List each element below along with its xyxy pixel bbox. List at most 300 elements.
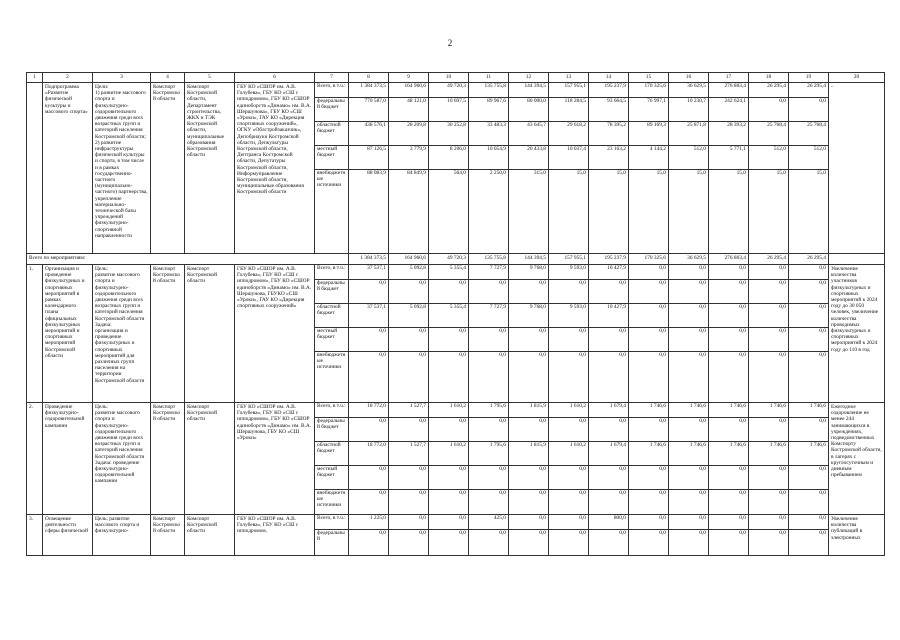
funding-value: 49 720,3 bbox=[429, 83, 468, 98]
year-column bbox=[749, 403, 789, 515]
funding-source: внебюджетные источники bbox=[317, 352, 346, 371]
co-executors: Комспорт Костромской области bbox=[185, 265, 235, 403]
year-values-stack bbox=[629, 515, 668, 555]
funding-value: 25 768,4 bbox=[749, 122, 788, 146]
funding-sources-stack bbox=[315, 83, 348, 253]
year-column bbox=[509, 265, 549, 403]
funding-value: 15,0 bbox=[656, 170, 666, 176]
funding-value: 10 054,9 bbox=[469, 146, 508, 170]
funding-value: 7 727,9 bbox=[469, 304, 508, 328]
year-column bbox=[789, 265, 829, 403]
funding-value: 0,0 bbox=[819, 352, 826, 358]
funding-value: 0,0 bbox=[549, 280, 588, 304]
funding-value: 0,0 bbox=[629, 418, 668, 442]
total-value: 49 720,3 bbox=[429, 254, 469, 265]
year-values-stack bbox=[469, 83, 508, 253]
year-values-stack bbox=[429, 265, 468, 402]
year-values-stack bbox=[389, 515, 428, 555]
responsible-executor: Комспорт Костромской области bbox=[151, 265, 185, 403]
funding-value: 0,0 bbox=[789, 265, 828, 280]
row-number bbox=[27, 83, 43, 254]
funding-value: 1 815,9 bbox=[509, 442, 548, 466]
year-column bbox=[389, 515, 429, 556]
funding-value: 0,0 bbox=[429, 280, 468, 304]
funding-value: 1 746,6 bbox=[669, 403, 708, 418]
col-header: 4 bbox=[151, 73, 185, 83]
funding-value: 0,0 bbox=[469, 280, 508, 304]
expected-result: - bbox=[829, 83, 885, 254]
col-header: 20 bbox=[829, 73, 885, 83]
funding-source: федеральный бюджет bbox=[315, 418, 348, 442]
funding-value: 1 610,2 bbox=[429, 403, 468, 418]
funding-value: 10 427,9 bbox=[589, 304, 628, 328]
year-column bbox=[629, 403, 669, 515]
year-column bbox=[469, 515, 509, 556]
funding-value: 0,0 bbox=[619, 490, 626, 496]
funding-value: 157 955,1 bbox=[549, 83, 588, 98]
funding-value: 0,0 bbox=[629, 265, 668, 280]
funding-sources bbox=[315, 83, 349, 254]
total-value: 26 295,4 bbox=[749, 254, 789, 265]
funding-source: федеральный bbox=[317, 530, 345, 543]
funding-value: 0,0 bbox=[349, 466, 388, 490]
funding-value: 0,0 bbox=[389, 280, 428, 304]
goal-text: Цели: 1) развитие массового спорта и физкультурно-оздоровительного движения среди всех возрастных групп и категорий населения Костромской области; 2) развитие инфраструктуры физической культуры и спорта, в том числе и в рамках государственно-частного (муниципально-частного) партнерства, укрепление материально-технической базы учреждений физкультурно-спортивной направленности bbox=[93, 83, 151, 254]
year-values-stack bbox=[509, 515, 548, 555]
total-value: 164 960,6 bbox=[389, 254, 429, 265]
participants: ГБУ КО «СШОР им. А.В. Голубева», ГБУ КО «СШ с ипподромом, bbox=[235, 515, 315, 556]
funding-sources-stack bbox=[315, 265, 348, 402]
funding-value: 0,0 bbox=[669, 280, 708, 304]
col-header: 8 bbox=[349, 73, 389, 83]
col-header: 11 bbox=[469, 73, 509, 83]
funding-value: 1 746,6 bbox=[749, 403, 788, 418]
funding-value: 0,0 bbox=[749, 280, 788, 304]
funding-value: 144 394,5 bbox=[509, 83, 548, 98]
funding-value: 0,0 bbox=[749, 515, 788, 530]
funding-value: 0,0 bbox=[389, 515, 428, 530]
year-column bbox=[549, 83, 589, 254]
funding-value: 0,0 bbox=[789, 98, 828, 122]
funding-value: 76 997,1 bbox=[629, 98, 668, 122]
funding-value: 0,0 bbox=[629, 328, 668, 352]
funding-value: 0,0 bbox=[629, 515, 668, 530]
funding-value: 0,0 bbox=[739, 352, 746, 358]
funding-source: областной бюджет bbox=[315, 122, 348, 146]
year-column bbox=[429, 515, 469, 556]
funding-value: 1 746,6 bbox=[669, 442, 708, 466]
year-values-stack bbox=[669, 515, 708, 555]
year-column bbox=[749, 515, 789, 556]
year-column bbox=[669, 83, 709, 254]
funding-value: 512,0 bbox=[789, 146, 828, 170]
col-header: 16 bbox=[669, 73, 709, 83]
funding-value: 0,0 bbox=[709, 265, 748, 280]
year-column bbox=[589, 83, 629, 254]
year-values-stack bbox=[709, 403, 748, 514]
year-values-stack bbox=[789, 83, 828, 253]
total-value: 135 755,8 bbox=[469, 254, 509, 265]
funding-value: 0,0 bbox=[509, 515, 548, 530]
funding-value: 18 772,0 bbox=[349, 442, 388, 466]
funding-value: 5 355,4 bbox=[429, 304, 468, 328]
year-values-stack bbox=[349, 403, 388, 514]
year-column bbox=[469, 265, 509, 403]
funding-source: внебюджетные источники bbox=[317, 490, 346, 509]
funding-value: 15,0 bbox=[776, 170, 786, 176]
funding-value: 0,0 bbox=[539, 490, 546, 496]
funding-value: 9 768,0 bbox=[509, 304, 548, 328]
year-column bbox=[509, 403, 549, 515]
funding-value: 3 779,9 bbox=[389, 146, 428, 170]
funding-value: 1 679,4 bbox=[589, 442, 628, 466]
funding-value: 1 746,6 bbox=[789, 442, 828, 466]
funding-value: 0,0 bbox=[589, 280, 628, 304]
measure-name: Подпрограмма «Развитие физической культуры и массового спорта» bbox=[43, 83, 93, 254]
page-number: 2 bbox=[447, 38, 453, 48]
funding-sources bbox=[315, 403, 349, 515]
funding-value: 1 610,2 bbox=[549, 442, 588, 466]
total-value: 36 629,5 bbox=[669, 254, 709, 265]
col-header: 6 bbox=[235, 73, 315, 83]
goal-text: Цель: развитие массового спорта и физкультурно-оздоровительного движения среди всех возрастных групп и категорий населения Костромской области Задача: проведение физкультурно-оздоровительной кампании bbox=[93, 403, 151, 515]
measure-name: Освещение деятельности сферы физической bbox=[43, 515, 93, 556]
funding-source: Всего, в т.ч.: bbox=[315, 515, 348, 530]
col-header: 5 bbox=[185, 73, 235, 83]
funding-value: 5 092,8 bbox=[389, 304, 428, 328]
year-column bbox=[669, 265, 709, 403]
funding-value: 43 645,7 bbox=[509, 122, 548, 146]
funding-value: 0,0 bbox=[789, 304, 828, 328]
year-values-stack bbox=[629, 83, 668, 253]
year-column bbox=[549, 515, 589, 556]
funding-value: 0,0 bbox=[619, 530, 626, 536]
year-column bbox=[629, 265, 669, 403]
funding-value: 0,0 bbox=[749, 265, 788, 280]
goal-text: Цель: развитие массового спорта и физкультурно- bbox=[93, 515, 151, 556]
funding-value: 26 295,4 bbox=[749, 83, 788, 98]
year-values-stack bbox=[749, 265, 788, 402]
year-column bbox=[389, 403, 429, 515]
funding-value: 0,0 bbox=[709, 280, 748, 304]
funding-value: 0,0 bbox=[419, 530, 426, 536]
funding-value: 1 610,2 bbox=[549, 403, 588, 418]
funding-source: областной бюджет bbox=[315, 304, 348, 328]
funding-value: 0,0 bbox=[589, 328, 628, 352]
year-values-stack bbox=[469, 265, 508, 402]
funding-value: 0,0 bbox=[579, 530, 586, 536]
funding-value: 0,0 bbox=[419, 490, 426, 496]
funding-value: 26 295,4 bbox=[789, 83, 828, 98]
funding-value: 0,0 bbox=[539, 352, 546, 358]
funding-value: 0,0 bbox=[779, 530, 786, 536]
funding-value: 0,0 bbox=[549, 466, 588, 490]
total-label: Всего по мероприятиям: bbox=[27, 254, 349, 265]
year-values-stack bbox=[789, 515, 828, 555]
year-column bbox=[589, 265, 629, 403]
year-values-stack bbox=[669, 265, 708, 402]
expected-result: Увеличение количества участников физкультурных и спортивных мероприятий к 2024 году до 30 050 человек, увеличение количества проводимых физкультурных и спортивных мероприятий к 2024 году до 110 в год bbox=[829, 265, 885, 403]
funding-value: 15,0 bbox=[816, 170, 826, 176]
col-header: 17 bbox=[709, 73, 749, 83]
funding-value: 29 618,2 bbox=[549, 122, 588, 146]
participants: ГБУ КО «СШОР им. А.В. Голубева», ГБУ КО «СШ с ипподромом», ГБУ КО «СШОР единоборств «Динамо» им. В.А. Шершунова, ГБУКО «СШ «Уроки», ГАУ КО «Дирекция спортивных сооружений» bbox=[235, 265, 315, 403]
year-column bbox=[389, 83, 429, 254]
funding-value: 5 771,1 bbox=[709, 146, 748, 170]
expected-result: Увеличение количества публикаций в электронных bbox=[829, 515, 885, 556]
funding-value: 0,0 bbox=[739, 490, 746, 496]
co-executors: Комспорт Костромской области, Департамент строительства, ЖКХ и ТЭК Костромской области, муниципальные образования Костромской области bbox=[185, 83, 235, 254]
funding-value: 0,0 bbox=[589, 418, 628, 442]
funding-value: 37 537,1 bbox=[349, 304, 388, 328]
funding-source: федеральный бюджет bbox=[315, 280, 348, 304]
funding-value: 4 144,2 bbox=[629, 146, 668, 170]
funding-value: 0,0 bbox=[749, 328, 788, 352]
year-values-stack bbox=[389, 83, 428, 253]
year-column bbox=[509, 515, 549, 556]
table-row bbox=[27, 265, 885, 403]
year-values-stack bbox=[789, 265, 828, 402]
year-values-stack bbox=[789, 403, 828, 514]
funding-value: 0,0 bbox=[659, 530, 666, 536]
funding-value: 118 284,5 bbox=[549, 98, 588, 122]
year-values-stack bbox=[589, 265, 628, 402]
funding-source: областной бюджет bbox=[315, 442, 348, 466]
row-number: 1. bbox=[27, 265, 43, 403]
funding-value: 512,0 bbox=[669, 146, 708, 170]
funding-value: 170 325,6 bbox=[629, 83, 668, 98]
year-column bbox=[709, 265, 749, 403]
total-value: 276 803,4 bbox=[709, 254, 749, 265]
year-values-stack bbox=[669, 83, 708, 253]
year-column bbox=[789, 403, 829, 515]
funding-value: 0,0 bbox=[709, 466, 748, 490]
funding-value: 30 252,8 bbox=[429, 122, 468, 146]
funding-value: 0,0 bbox=[579, 490, 586, 496]
row-number: 2. bbox=[27, 403, 43, 515]
funding-value: 564,0 bbox=[453, 170, 466, 176]
funding-value: 0,0 bbox=[659, 352, 666, 358]
funding-value: 1 795,6 bbox=[469, 442, 508, 466]
year-column bbox=[549, 265, 589, 403]
funding-value: 5 355,4 bbox=[429, 265, 468, 280]
funding-source: Всего, в т.ч.: bbox=[315, 83, 348, 98]
funding-source: федеральный бюджет bbox=[315, 98, 348, 122]
funding-value: 0,0 bbox=[709, 515, 748, 530]
funding-value: 438 576,1 bbox=[349, 122, 388, 146]
funding-value: 800,0 bbox=[589, 515, 628, 530]
table-row bbox=[27, 515, 885, 556]
total-value: 1 384 373,5 bbox=[349, 254, 389, 265]
result-cell bbox=[829, 254, 885, 265]
goal-text: Цель: развитие массового спорта и физкультурно-оздоровительного движения среди всех возрастных групп и категорий населения Костромской области Задача: организация и проведение физкультурных и спортивных мероприятий для различных групп населения на территории Костромской области bbox=[93, 265, 151, 403]
year-column bbox=[389, 265, 429, 403]
funding-value: 0,0 bbox=[709, 304, 748, 328]
funding-value: 15,0 bbox=[696, 170, 706, 176]
funding-value: 0,0 bbox=[379, 530, 386, 536]
year-values-stack bbox=[429, 403, 468, 514]
funding-value: 0,0 bbox=[629, 280, 668, 304]
funding-value: 0,0 bbox=[699, 490, 706, 496]
funding-value: 0,0 bbox=[429, 515, 468, 530]
funding-value: 9 593,0 bbox=[549, 265, 588, 280]
year-column bbox=[589, 515, 629, 556]
funding-value: 0,0 bbox=[389, 328, 428, 352]
funding-value: 0,0 bbox=[469, 328, 508, 352]
funding-value: 0,0 bbox=[459, 490, 466, 496]
year-values-stack bbox=[349, 83, 388, 253]
funding-value: 276 803,4 bbox=[709, 83, 748, 98]
col-header: 14 bbox=[589, 73, 629, 83]
funding-value: 0,0 bbox=[459, 352, 466, 358]
table-row bbox=[27, 83, 885, 254]
funding-value: 15,0 bbox=[576, 170, 586, 176]
funding-value: 15,0 bbox=[616, 170, 626, 176]
participants: ГБУ КО «СШОР им. А.В. Голубева», ГБУ КО «СШ с ипподромом», ГБУ КО «СШОР единоборств «Динамо» им. В.А. Шершунова, ГБУ КО «СШ «Уроки» bbox=[235, 403, 315, 515]
funding-value: 78 395,2 bbox=[589, 122, 628, 146]
funding-value: 195 237,9 bbox=[589, 83, 628, 98]
funding-value: 0,0 bbox=[389, 466, 428, 490]
year-values-stack bbox=[549, 515, 588, 555]
funding-value: 0,0 bbox=[819, 490, 826, 496]
funding-source: Всего, в т.ч.: bbox=[315, 403, 348, 418]
funding-value: 33 483,3 bbox=[469, 122, 508, 146]
co-executors: Комспорт Костромской области bbox=[185, 403, 235, 515]
year-values-stack bbox=[349, 265, 388, 402]
funding-source: местный бюджет bbox=[315, 466, 348, 490]
year-column bbox=[549, 403, 589, 515]
year-column bbox=[469, 83, 509, 254]
funding-value: 1 527,7 bbox=[389, 442, 428, 466]
expected-result: Ежегодное оздоровление не менее 244 занимающихся в учреждениях, подведомственных Комспорту Костромской области, в лагерях с круглосуточным и дневным пребыванием bbox=[829, 403, 885, 515]
funding-value: 10 037,4 bbox=[549, 146, 588, 170]
funding-value: 1 795,6 bbox=[469, 403, 508, 418]
table-row bbox=[27, 254, 885, 265]
year-column bbox=[349, 83, 389, 254]
funding-value: 0,0 bbox=[789, 418, 828, 442]
year-values-stack bbox=[349, 515, 388, 555]
funding-value: 0,0 bbox=[499, 490, 506, 496]
funding-value: 0,0 bbox=[509, 418, 548, 442]
funding-value: 1 815,9 bbox=[509, 403, 548, 418]
year-column bbox=[749, 83, 789, 254]
funding-value: 23 163,2 bbox=[589, 146, 628, 170]
funding-value: 0,0 bbox=[789, 515, 828, 530]
year-column bbox=[749, 265, 789, 403]
header-row bbox=[27, 73, 885, 83]
table-row bbox=[27, 403, 885, 515]
funding-value: 1 746,6 bbox=[789, 403, 828, 418]
funding-value: 164 960,6 bbox=[389, 83, 428, 98]
year-values-stack bbox=[669, 403, 708, 514]
responsible-executor: Комспорт Костромской области bbox=[151, 515, 185, 556]
funding-value: 0,0 bbox=[349, 328, 388, 352]
year-values-stack bbox=[629, 403, 668, 514]
funding-value: 0,0 bbox=[499, 352, 506, 358]
year-values-stack bbox=[589, 83, 628, 253]
funding-value: 10 427,9 bbox=[589, 265, 628, 280]
funding-value: 1 746,6 bbox=[709, 442, 748, 466]
measure-name: Организация и проведение физкультурных и спортивных мероприятий в рамках календарного плана официальных физкультурных мероприятий и спортивных мероприятий Костромской области bbox=[43, 265, 93, 403]
row-number: 3. bbox=[27, 515, 43, 556]
funding-value: 0,0 bbox=[789, 466, 828, 490]
funding-value: 0,0 bbox=[669, 265, 708, 280]
funding-sources-stack bbox=[315, 515, 348, 555]
year-values-stack bbox=[509, 265, 548, 402]
funding-value: 0,0 bbox=[629, 304, 668, 328]
funding-value: 28 393,2 bbox=[709, 122, 748, 146]
funding-value: 0,0 bbox=[789, 280, 828, 304]
funding-source: местный бюджет bbox=[315, 146, 348, 170]
funding-value: 0,0 bbox=[469, 466, 508, 490]
funding-value: 0,0 bbox=[579, 352, 586, 358]
year-column bbox=[629, 515, 669, 556]
funding-value: 0,0 bbox=[819, 530, 826, 536]
funding-value: 7 727,9 bbox=[469, 265, 508, 280]
funding-value: 0,0 bbox=[349, 280, 388, 304]
funding-value: 0,0 bbox=[379, 352, 386, 358]
funding-value: 0,0 bbox=[549, 418, 588, 442]
funding-value: 0,0 bbox=[699, 352, 706, 358]
funding-value: 315,0 bbox=[533, 170, 546, 176]
funding-value: 0,0 bbox=[709, 418, 748, 442]
co-executors: Комспорт Костромской области bbox=[185, 515, 235, 556]
col-header: 1 bbox=[27, 73, 43, 83]
year-values-stack bbox=[749, 515, 788, 555]
funding-value: 25 871,8 bbox=[669, 122, 708, 146]
year-column bbox=[349, 515, 389, 556]
funding-value: 9 768,0 bbox=[509, 265, 548, 280]
funding-value: 1 746,6 bbox=[709, 403, 748, 418]
year-values-stack bbox=[589, 515, 628, 555]
funding-value: 10 697,5 bbox=[429, 98, 468, 122]
program-table bbox=[26, 72, 885, 556]
funding-value: 0,0 bbox=[509, 466, 548, 490]
funding-value: 512,0 bbox=[749, 146, 788, 170]
total-value: 144 394,5 bbox=[509, 254, 549, 265]
funding-value: 0,0 bbox=[669, 466, 708, 490]
total-value: 195 237,9 bbox=[589, 254, 629, 265]
year-values-stack bbox=[749, 403, 788, 514]
funding-source: внебюджетные источники bbox=[317, 170, 346, 189]
funding-value: 93 664,5 bbox=[589, 98, 628, 122]
year-values-stack bbox=[469, 403, 508, 514]
year-column bbox=[349, 403, 389, 515]
funding-value: 1 679,4 bbox=[589, 403, 628, 418]
funding-value: 0,0 bbox=[789, 328, 828, 352]
funding-value: 0,0 bbox=[779, 352, 786, 358]
funding-value: 0,0 bbox=[629, 466, 668, 490]
col-header: 13 bbox=[549, 73, 589, 83]
funding-value: 0,0 bbox=[669, 328, 708, 352]
funding-value: 0,0 bbox=[619, 352, 626, 358]
funding-value: 0,0 bbox=[459, 530, 466, 536]
total-value: 26 295,4 bbox=[789, 254, 829, 265]
col-header: 7 bbox=[315, 73, 349, 83]
funding-value: 0,0 bbox=[669, 304, 708, 328]
year-values-stack bbox=[709, 265, 748, 402]
funding-value: 770 587,0 bbox=[349, 98, 388, 122]
year-column bbox=[789, 515, 829, 556]
funding-value: 18 772,0 bbox=[349, 403, 388, 418]
col-header: 15 bbox=[629, 73, 669, 83]
funding-value: 242 624,1 bbox=[709, 98, 748, 122]
funding-value: 0,0 bbox=[709, 328, 748, 352]
total-value: 170 325,6 bbox=[629, 254, 669, 265]
funding-value: 0,0 bbox=[749, 98, 788, 122]
funding-value: 1 384 373,5 bbox=[349, 83, 388, 98]
col-header: 2 bbox=[43, 73, 93, 83]
